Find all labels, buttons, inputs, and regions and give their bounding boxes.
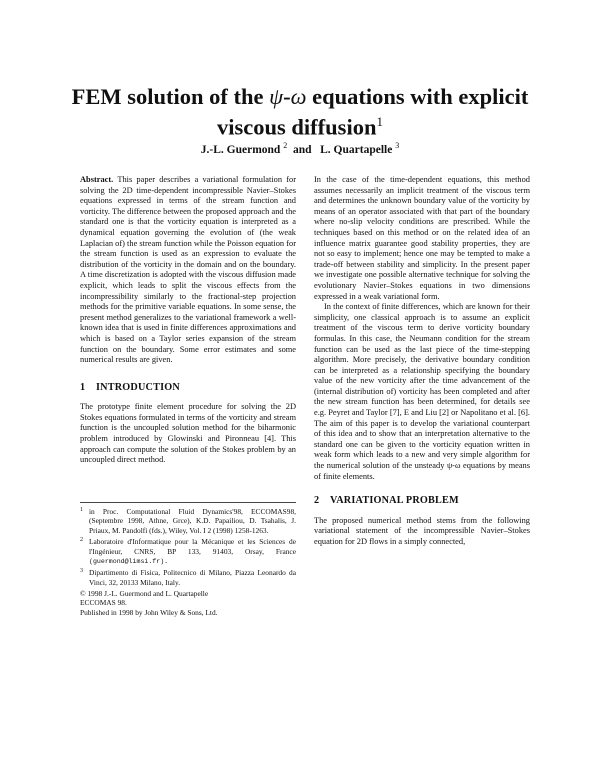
- abstract-text: This paper describes a variational formulation for solving the 2D time-dependent incompressible Navier–Stokes equations expressed in terms of the stream function and vorticity. The difference between the proposed approach and the standard one is that the vorticity equation is interpreted as a dynamical equation governing the evolution of (the weak Laplacian of) the stream function while the Poisson equation for the stream function is used as an expression to evaluate the distribution of the vorticity in the domain and on the boundary. A time discretization is adopted with the viscous diffusion made explicit, which leads to split the viscous effects from the incompressibility similarly to the fractional-step projection methods for the primitive variable equations. In some sense, the present method generalizes to the variational framework a well-known idea that is used in finite differences approximations and which is based on a Taylor series expansion of the stream function on the boundary. Some error estimates and some numerical results are given.: [80, 175, 297, 365]
- footnote-3-text: Dipartimento di Fisica, Politecnico di Milano, Piazza Leonardo da Vinci, 32, 20133 Milano, Italy.: [89, 568, 296, 587]
- paper-title: [40, 84, 560, 140]
- copyright-line-1: © 1998 J.-L. Guermond and L. Quartapelle: [80, 589, 209, 598]
- left-column: [80, 175, 296, 466]
- title-line2: viscous diffusion: [217, 114, 377, 140]
- author-1: J.-L. Guermond: [200, 143, 281, 156]
- author-conjunction: and: [292, 143, 312, 156]
- footnote-2-mark: 2: [80, 537, 83, 544]
- footnote-1-text: in Proc. Computational Fluid Dynamics'98, ECCOMAS98, (Septembre 1998, Athne, Grce), K.D. Papailiou, D. Tsahalis, J. Priaux, M. Pandolfi (fds.), Wiley, Vol. I 2 (1998) 1258-1263.: [89, 507, 296, 535]
- section-2-number: 2: [314, 495, 320, 507]
- footnote-3: [80, 568, 296, 587]
- author-1-mark: 2: [283, 141, 288, 150]
- footnote-2: [80, 537, 296, 566]
- author-2: L. Quartapelle: [320, 143, 393, 156]
- section-1-number: 1: [80, 381, 86, 393]
- section-1-title: INTRODUCTION: [96, 381, 180, 393]
- footnote-2-email: (guermond@limsi.fr).: [89, 558, 169, 566]
- psi-symbol: ψ: [269, 84, 284, 109]
- title-line2-wrap: [40, 109, 560, 140]
- footnote-1-mark: 1: [80, 507, 83, 513]
- footnote-2-text: Laboratoire d'Informatique pour la Mécanique et les Sciences de l'Ingénieur, CNRS, BP 133, 91403, Orsay, France: [89, 537, 296, 556]
- author-2-mark: 3: [395, 141, 400, 150]
- copyright-block: [80, 589, 296, 617]
- title-dash: -: [283, 84, 291, 109]
- footnote-1: [80, 507, 296, 535]
- section-1-paragraph: The prototype finite element procedure for solving the 2D Stokes equations formulated in terms of the vorticity and stream function is the uncoupled solution method for the biharmonic problem introduced by Glowinski and Pironneau [4]. This approach can compute the solution of the Stokes problem by an uncoupled direct method.: [80, 402, 296, 465]
- author-line: [40, 141, 560, 156]
- abstract-label: Abstract.: [80, 175, 114, 184]
- title-line1-post: equations with explicit: [306, 84, 529, 109]
- section-1-heading: [80, 383, 296, 394]
- abstract: [80, 175, 296, 366]
- section-2-paragraph: The proposed numerical method stems from the following variational statement of the incompressible Navier–Stokes equation for 2D flows in a simply connected,: [314, 515, 530, 546]
- omega-symbol: ω: [290, 84, 307, 109]
- title-line1-pre: FEM solution of the: [71, 84, 270, 109]
- right-paragraph-1: In the case of the time-dependent equations, this method assumes necessarily an implicit treatment of the viscous term and determines the unknown boundary value of the vorticity by means of an operator associated with that part of the boundary where no-slip velocity conditions are prescribed. While the techniques based on this method or on the related idea of an influence matrix guarantee good stability properties, they are not so easy to implement; hence one may be tempted to make a trade-off between stability and simplicity. In the present paper we investigate one possible alternative technique for solving the evolutionary Navier–Stokes equations in two dimensions expressed in a weak variational form.: [314, 175, 530, 301]
- copyright-line-2: ECCOMAS 98.: [80, 598, 127, 608]
- section-2-heading: [314, 496, 530, 507]
- title-footnote-mark: 1: [376, 114, 383, 129]
- right-paragraph-2: In the context of finite differences, which are known for their simplicity, one classical approach is to assume an explicit treatment of the viscous term to derive vorticity boundary formulas. In this case, the Neumann condition for the stream function can be used as the last piece of the time-stepping algorithm. More precisely, the derivative boundary condition can be interpreted as a relationship specifying the boundary value of the new vorticity after the time advancement of the (internal distribution of) vorticity has been completed and after the new stream function has been determined, for details see e.g. Peyret and Taylor [7], E and Liu [2] or Napolitano et al. [6]. The aim of this paper is to develop the variational counterpart of this idea and to show that an interpretation alternative to the standard one can be given to the vorticity equation written in weak form which leads to a new and very simple algorithm for the numerical solution of the unsteady ψ-ω equations by means of finite elements.: [314, 302, 530, 481]
- section-2-title: VARIATIONAL PROBLEM: [330, 495, 459, 507]
- right-column: [314, 175, 530, 548]
- footnotes: [80, 502, 296, 589]
- copyright-line-3: Published in 1998 by John Wiley & Sons, Ltd.: [80, 607, 218, 617]
- footnote-3-mark: 3: [80, 568, 83, 575]
